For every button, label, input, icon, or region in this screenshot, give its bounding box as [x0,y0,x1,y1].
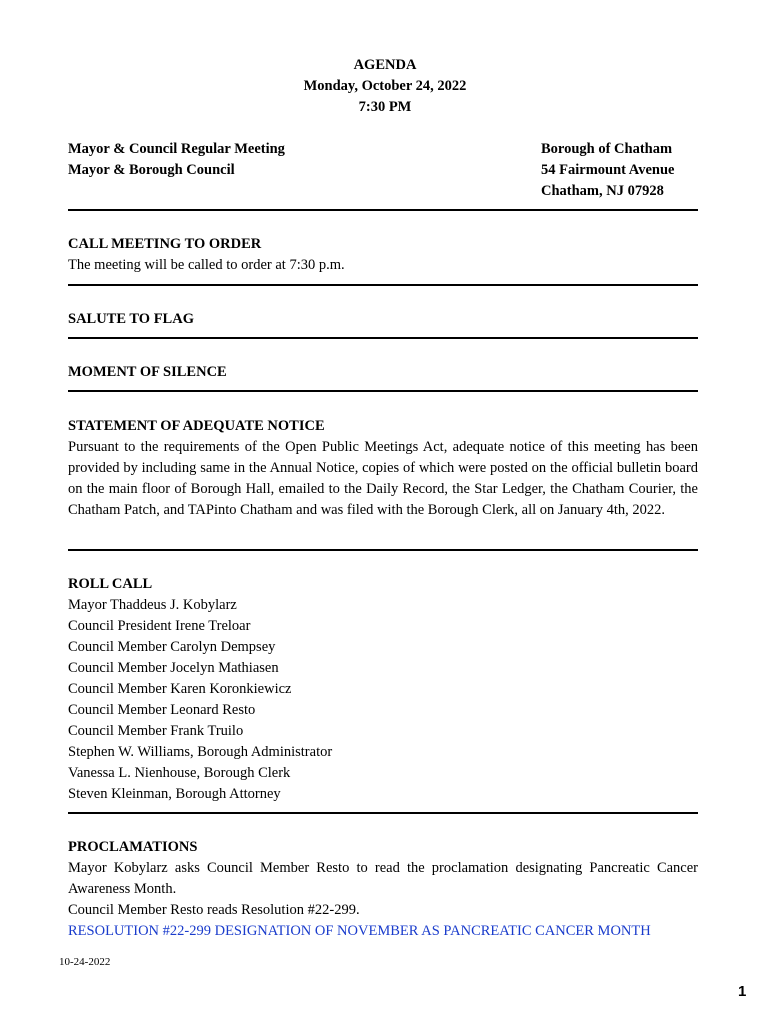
proclamations-section [68,837,698,942]
location-city: Chatham, NJ 07928 [541,183,664,199]
list-item: Council Member Jocelyn Mathiasen [68,660,279,676]
section-title: PROCLAMATIONS [68,839,198,855]
list-item: Vanessa L. Nienhouse, Borough Clerk [68,765,291,781]
divider [68,337,698,339]
divider [68,812,698,814]
proclamation-reads: Council Member Resto reads Resolution #22-299. [68,902,360,918]
roll-call-section [68,574,698,805]
list-item: Council Member Karen Koronkiewicz [68,681,292,697]
section-title: CALL MEETING TO ORDER [68,236,262,252]
roll-call-list [68,595,698,805]
list-item: Steven Kleinman, Borough Attorney [68,786,281,802]
agenda-title: AGENDA [353,57,417,73]
meeting-date: Monday, October 24, 2022 [303,78,467,94]
salute-section [68,309,698,330]
section-title: MOMENT OF SILENCE [68,364,227,380]
divider [68,284,698,286]
list-item: Stephen W. Williams, Borough Administrator [68,744,333,760]
meeting-time: 7:30 PM [358,99,412,115]
section-text: The meeting will be called to order at 7:30 p.m. [68,257,345,273]
silence-section [68,362,698,383]
notice-section [68,416,698,521]
meeting-location [541,139,674,202]
location-street: 54 Fairmount Avenue [541,162,675,178]
list-item: Council Member Carolyn Dempsey [68,639,276,655]
meeting-info [68,139,285,181]
list-item: Council President Irene Treloar [68,618,251,634]
agenda-header [0,55,770,118]
resolution-link[interactable]: RESOLUTION #22-299 DESIGNATION OF NOVEMBER AS PANCREATIC CANCER MONTH [68,923,651,939]
location-borough: Borough of Chatham [541,141,673,157]
divider [68,549,698,551]
list-item: Council Member Frank Truilo [68,723,244,739]
section-title: STATEMENT OF ADEQUATE NOTICE [68,418,325,434]
list-item: Mayor Thaddeus J. Kobylarz [68,597,237,613]
meeting-body: Mayor & Borough Council [68,162,235,178]
notice-text: Pursuant to the requirements of the Open Public Meetings Act, adequate notice of this meeting has been provided by including same in the Annual Notice, copies of which were posted on the official bulletin board on the main floor of Borough Hall, emailed to the Daily Record, the Star Ledger, the Chatham Courier, the Chatham Patch, and TAPinto Chatham and was filed with the Borough Clerk, all on January 4th, 2022. [68,439,698,518]
section-title: ROLL CALL [68,576,153,592]
page-number: 1 [738,983,747,1000]
proclamation-text: Mayor Kobylarz asks Council Member Resto to read the proclamation designating Pancreatic Cancer Awareness Month. [68,860,698,897]
call-to-order-section [68,234,698,276]
section-title: SALUTE TO FLAG [68,311,194,327]
list-item: Council Member Leonard Resto [68,702,256,718]
meeting-name: Mayor & Council Regular Meeting [68,141,285,157]
divider [68,209,698,211]
divider [68,390,698,392]
footer-date: 10-24-2022 [59,956,111,968]
